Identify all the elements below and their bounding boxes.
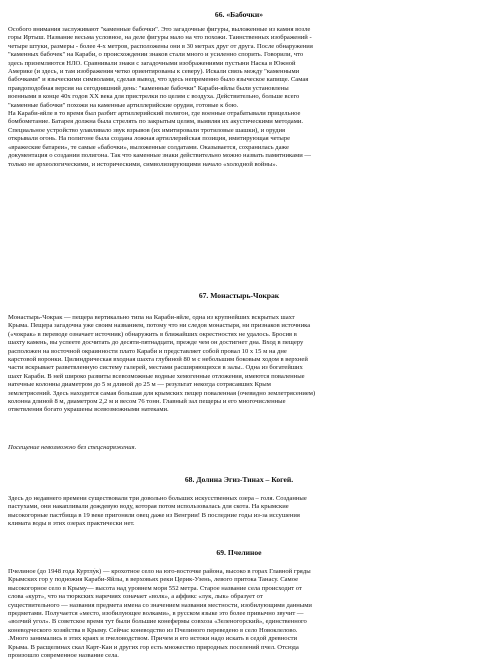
section-heading: 69. Пчелиное <box>216 548 262 557</box>
text-line: Америке (и здесь, и там изображения четко ориентированы к северу). Искали связь между "каменными <box>8 68 300 76</box>
text-line: высокогорные пастбища в 19 веке пригоняли овец даже из Венгрии! В последние годы из-за иссушения <box>8 511 300 519</box>
text-line: расположен на восточной окраинности плато Караби и представляет собой провал 10 х 15 м на дне <box>8 347 287 355</box>
text-line: коневодческого хозяйства в Крыму. Сейчас коневодство из Пчелиного переведено в село Новоклелово. <box>8 626 298 634</box>
text-line: существительного — названия предмета имена со значением названия местности, изобилующими данными <box>8 601 312 609</box>
text-line: шахт Караби. В ней широко развиты всевозможные водные хемогенные отложения, имеются поваленные <box>8 372 305 380</box>
text-line: Крыма. Пещера загадочна уже своим названием, потому что ни следов монастыря, ни признаков источника <box>8 322 311 330</box>
section-paragraph <box>8 568 470 660</box>
text-line: натечные колонны диаметром до 5 м длиной до 25 м — результат некогда сотрясавших Крым <box>8 381 271 389</box>
section-68-valley <box>8 475 470 529</box>
text-line: высокогорное село в Крыму— высота над уровнем моря 552 метра. Старое название села происходит от <box>8 584 302 592</box>
text-line: пастухами, они накапливали дождевую воду, которая потом использовалась для скота. На крымские <box>8 503 289 511</box>
section-69-pchelinoe <box>8 548 470 660</box>
section-paragraph <box>8 314 470 415</box>
text-line: предметами. Получается «место, изобилующее волками», в русском языке это более привычно звучит — <box>8 610 304 618</box>
text-line: «волчий угол». В советское время тут были большие конефермы совхоза «Зеленогорский», единственного <box>8 618 307 626</box>
text-line: колонна длиной 8 м, диаметром 2,2 м и весом 76 тонн. Главный зал пещеры и его многочисленные <box>8 398 286 406</box>
text-line: Специальное устройство улавливало звук взрывов (их имитировали тротиловые шашки), и орудия <box>8 126 286 134</box>
section-heading: 66. «Бабочки» <box>214 10 264 19</box>
text-line: бабочками" и языческими символами, сделав вывод, что здесь непременно было языческое капище. Самая <box>8 76 309 84</box>
text-line: Крымских гор у подножия Караби-Яйлы, в верховьях реки Церик-Узень, левого притока Танасу. Самое <box>8 576 299 584</box>
text-line: шахту камень, вы успеете досчитать до десяти-пятнадцати, прежде чем он достигнет дна. Вход в пещеру <box>8 339 304 347</box>
text-line: правдоподобная версия на сегодняшний день: "каменные бабочки" Караби-яйлы были установлены <box>8 84 289 92</box>
text-line: На Караби-яйле в то время был разбит артиллерийский полигон, где военные отрабатывали прицельное <box>8 110 301 118</box>
text-line: "каменных бабочек" на Караби, о происхождении знаков стали много и усиленно спорить. Говорили, что <box>8 51 304 59</box>
text-line: .Много занимались в этих краях и пчеловодством. Причем и его истоки надо искать в седой древности <box>8 635 298 643</box>
text-line: Крыма. В расщелинах скал Карт-Каи и других гор есть множество природных поселений пчел. Отсюда <box>8 643 299 651</box>
text-line: бомбометание. Батарея должна была стрелять по закрытым целям, выявляя их акустическими методами. <box>8 118 304 126</box>
text-line: произошло современное название села. <box>8 652 119 660</box>
text-line: документация о создании полигона. Так что каменные знаки действительно можно назвать памятниками — <box>8 152 312 160</box>
text-line: Особого внимания заслуживают "каменные бабочки". Это загадочные фигуры, выложенные из камня возле <box>8 26 311 33</box>
section-66-butterflies <box>8 10 470 169</box>
text-line: слова «курт», что на тюркских наречиях означает «волк», а аффикс «лук, лык» образует от <box>8 593 263 601</box>
text-line: Пчелиное (до 1948 года Куртлу́к) — крохотное село на юго-восточке района, высоко в горах Главной гряды <box>8 568 311 575</box>
text-line: горы Иртыш. Название весьма условное, на деле фигуры мало на что похожи. Таинственных изображений - <box>8 34 312 42</box>
text-line: карстовой воронки. Цилиндрическая входная шахта глубиной 80 м с небольшим боковым ходом в верхней <box>8 356 308 364</box>
section-paragraph <box>8 495 470 529</box>
text-line: климата воды в этих озерах практически нет. <box>8 520 135 528</box>
section-heading: 68. Долина Эгиз-Тинах – Когей. <box>184 475 294 484</box>
section-67-monastery-chokrak <box>8 291 470 415</box>
text-line: части вскрывает разветвленную систему галерей, местами расширяющихся в залы.. Одна из богатейших <box>8 364 303 372</box>
text-line: ответвления богато украшены всевозможными натеками. <box>8 406 169 414</box>
text-line: военными в конце 40х годов ХХ века для пристрелки по целям с воздуха. Действительно, больше всего <box>8 93 300 101</box>
text-line: («чокрак» в переводе означает источник) обнаружить в ближайших окрестностях не удалось. Бросив в <box>8 330 297 338</box>
text-line: землетрясений. Здесь находится самая большая для крымских пещер поваленная (очевидно землетрясением) <box>8 389 316 397</box>
text-line: Здесь до недавнего времени существовали три довольно больших искусственных озера – голя. Созданные <box>8 495 307 502</box>
text-line: четыре штуки, размеры - более 4-х метров, расположены они в 30 метрах друг от друга. После обнаружения <box>8 42 313 50</box>
text-line: Монастырь-Чокрак — пещера вертикально типа на Караби-яйле, одна из крупнейших вскрытых шахт <box>8 314 295 321</box>
text-line: только не археологическими, и историческими, символизирующими начало «холодной войны». <box>8 160 278 168</box>
text-line: "каменные бабочки" похожи на каменные артиллерийские орудия, готовые к бою. <box>8 101 239 109</box>
text-line: открывали огонь. На полигоне была создана ложная артиллерийская позиция, имитирующая четыре <box>8 135 291 143</box>
section-heading: 67. Монастырь-Чокрак <box>198 291 280 300</box>
section-paragraph <box>8 26 470 169</box>
access-note: Посещение невозможно без спецснаряжения. <box>8 444 137 451</box>
text-line: здесь приземляются НЛО. Сравнивали знаки с загадочными изображениями пустыни Наска в Южной <box>8 59 296 67</box>
text-line: «вражеские батареи», те самые «бабочки», выложенные солдатами. Оказывается, сохранилась даже <box>8 143 289 151</box>
